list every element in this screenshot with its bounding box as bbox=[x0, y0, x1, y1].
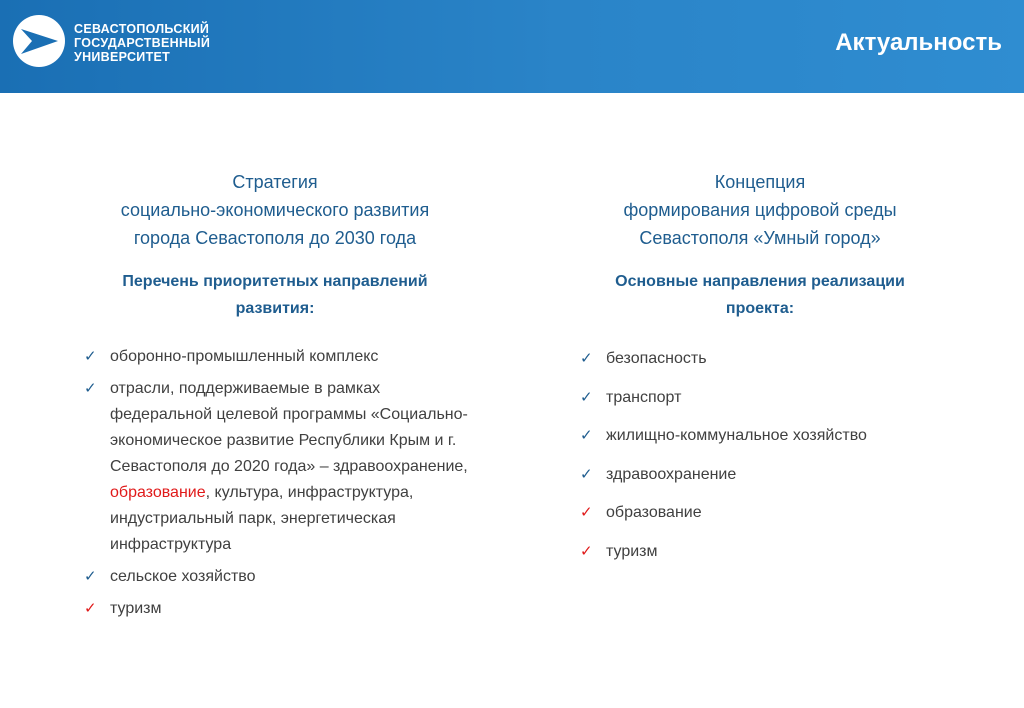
subheading-line: Перечень приоритетных направлений bbox=[122, 273, 428, 290]
concept-subheading bbox=[560, 268, 960, 322]
item-text: здравоохранение bbox=[606, 465, 737, 483]
heading-line: социально-экономического развития bbox=[120, 200, 430, 220]
university-name bbox=[74, 22, 210, 64]
list-item bbox=[580, 500, 960, 526]
item-text: отрасли, поддерживаемые в рамках федеральной целевой программы «Социально-экономическое развитие Республики Крым и г. Севастополя до 2020 года» – здравоохранение, bbox=[110, 380, 468, 475]
heading-line: города Севастополя до 2030 года bbox=[133, 228, 417, 248]
item-text: сельское хозяйство bbox=[110, 568, 256, 585]
heading-line: Севастополя «Умный город» bbox=[639, 228, 881, 248]
strategy-subheading bbox=[70, 268, 480, 322]
checkmark-icon: ✓ bbox=[84, 348, 97, 365]
checkmark-icon: ✓ bbox=[84, 600, 97, 617]
slide-title: Актуальность bbox=[835, 29, 1002, 56]
list-item bbox=[84, 376, 480, 558]
heading-line: Концепция bbox=[714, 172, 806, 192]
item-text: туризм bbox=[606, 542, 658, 560]
concept-heading bbox=[560, 168, 960, 252]
logo-line: СЕВАСТОПОЛЬСКИЙ bbox=[74, 22, 210, 36]
checkmark-icon: ✓ bbox=[580, 350, 593, 367]
logo-line: УНИВЕРСИТЕТ bbox=[74, 50, 171, 64]
strategy-column bbox=[70, 168, 480, 628]
checkmark-icon: ✓ bbox=[580, 465, 593, 483]
subheading-line: развития: bbox=[235, 300, 315, 317]
item-text: образование bbox=[606, 504, 702, 521]
item-text: туризм bbox=[110, 600, 162, 617]
checkmark-icon: ✓ bbox=[84, 568, 97, 585]
subheading-line: проекта: bbox=[725, 300, 795, 317]
list-item bbox=[580, 385, 960, 411]
highlighted-text: образование bbox=[110, 484, 206, 501]
item-text: транспорт bbox=[606, 388, 682, 406]
logo-line: ГОСУДАРСТВЕННЫЙ bbox=[74, 36, 211, 50]
checkmark-icon: ✓ bbox=[84, 380, 97, 397]
item-text: оборонно-промышленный комплекс bbox=[110, 348, 379, 365]
direction-list bbox=[580, 346, 960, 565]
header-bar bbox=[0, 0, 1024, 93]
subheading-line: Основные направления реализации bbox=[615, 273, 905, 290]
heading-line: формирования цифровой среды bbox=[623, 200, 897, 220]
checkmark-icon: ✓ bbox=[580, 427, 593, 444]
priority-list bbox=[84, 344, 480, 622]
list-item bbox=[84, 564, 480, 590]
strategy-heading bbox=[70, 168, 480, 252]
list-item bbox=[580, 346, 960, 372]
list-item bbox=[580, 539, 960, 565]
list-item bbox=[84, 344, 480, 370]
item-text: , культура, инфраструктура, индустриальный парк, энергетическая инфраструктура bbox=[110, 484, 414, 553]
checkmark-icon: ✓ bbox=[580, 542, 593, 560]
list-item bbox=[84, 596, 480, 622]
list-item bbox=[580, 462, 960, 488]
list-item bbox=[580, 423, 960, 449]
item-text: жилищно-коммунальное хозяйство bbox=[606, 427, 867, 444]
checkmark-icon: ✓ bbox=[580, 388, 593, 406]
university-logo-icon bbox=[12, 14, 66, 68]
concept-column bbox=[560, 168, 960, 577]
item-text: безопасность bbox=[606, 350, 707, 367]
heading-line: Стратегия bbox=[232, 172, 318, 192]
checkmark-icon: ✓ bbox=[580, 504, 593, 521]
